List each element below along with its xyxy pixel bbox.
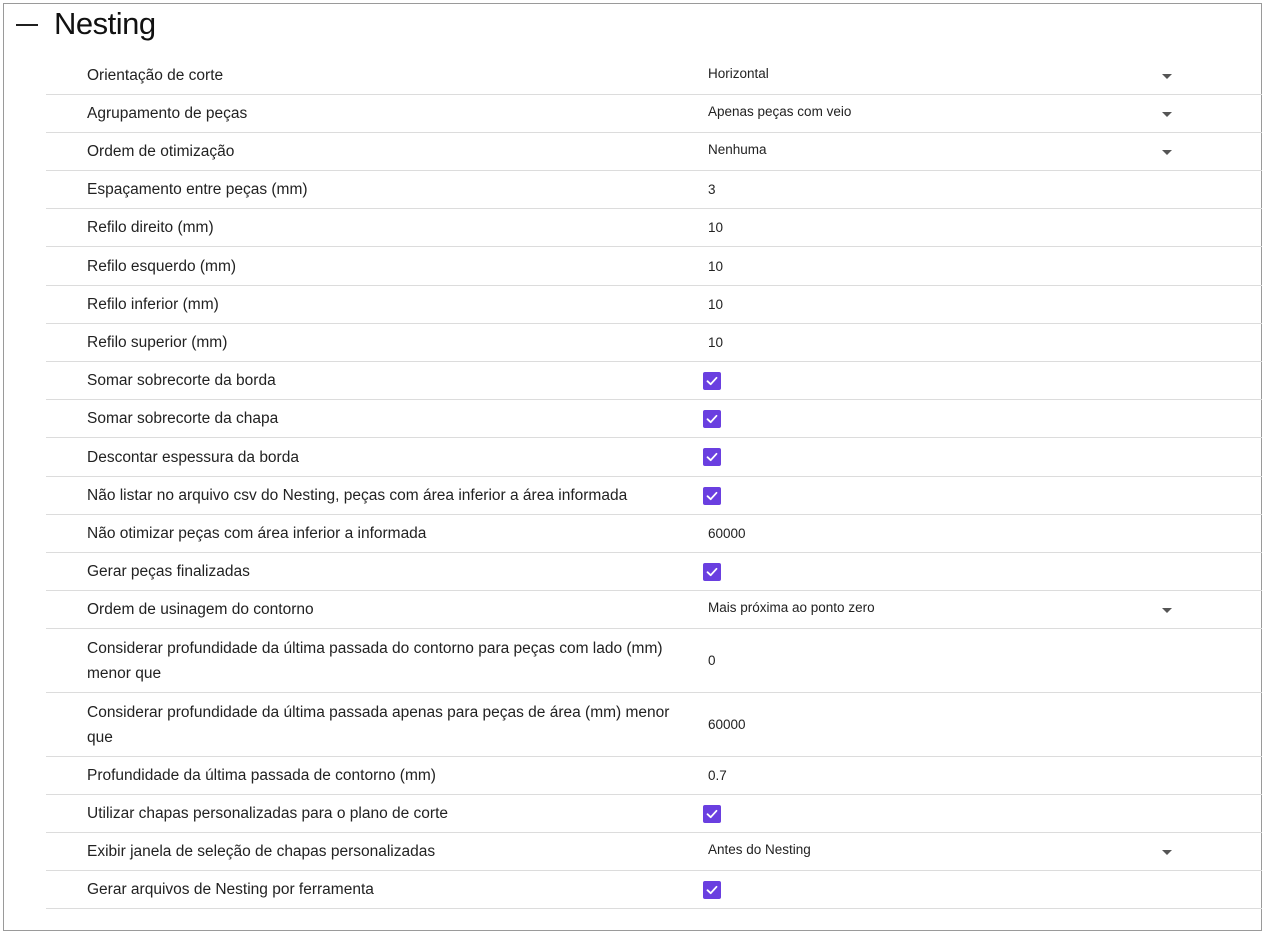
collapse-icon[interactable] [16,24,38,26]
dropdown-arrow-icon[interactable] [1162,150,1172,155]
setting-row [46,362,1262,400]
setting-label: Refilo inferior (mm) [87,296,219,313]
setting-row [46,57,1262,95]
setting-label: Exibir janela de seleção de chapas personalizadas [87,843,436,860]
setting-row [46,757,1262,795]
setting-select[interactable]: Apenas peças com veio [708,104,852,119]
setting-label: Gerar arquivos de Nesting por ferramenta [87,881,374,898]
setting-label: Refilo direito (mm) [87,219,214,236]
setting-label: Gerar peças finalizadas [87,563,250,580]
setting-select[interactable]: Nenhuma [708,142,767,157]
setting-row [46,247,1262,286]
setting-select[interactable]: Horizontal [708,66,769,81]
setting-checkbox[interactable] [703,805,721,823]
setting-row [46,171,1262,209]
dropdown-arrow-icon[interactable] [1162,850,1172,855]
setting-row [46,209,1262,247]
setting-row [46,515,1262,553]
setting-input[interactable]: 60000 [708,526,746,541]
setting-label: Orientação de corte [87,67,224,84]
setting-checkbox[interactable] [703,372,721,390]
setting-input[interactable]: 3 [708,182,716,197]
setting-row [46,871,1262,909]
setting-label: Descontar espessura da borda [87,448,299,466]
settings-list [46,57,1262,909]
setting-input[interactable]: 0 [708,653,716,668]
dropdown-arrow-icon[interactable] [1162,112,1172,117]
setting-row [46,400,1262,438]
setting-input[interactable]: 0.7 [708,768,727,783]
setting-label: Refilo superior (mm) [87,334,228,351]
checkmark-icon [705,374,719,388]
setting-input[interactable]: 60000 [708,717,746,732]
setting-label: Utilizar chapas personalizadas para o plano de corte [87,805,449,822]
setting-row [46,286,1262,324]
setting-row [46,477,1262,515]
setting-label: Profundidade da última passada de contorno (mm) [87,767,436,784]
setting-checkbox[interactable] [703,448,721,466]
setting-row [46,553,1262,591]
checkmark-icon [705,807,719,821]
setting-row [46,795,1262,833]
setting-select[interactable]: Mais próxima ao ponto zero [708,600,875,615]
dropdown-arrow-icon[interactable] [1162,608,1172,613]
setting-input[interactable]: 10 [708,220,724,235]
setting-row [46,438,1262,477]
setting-label: Refilo esquerdo (mm) [87,257,237,275]
setting-row [46,629,1262,693]
checkmark-icon [705,883,719,897]
section-header[interactable] [16,6,156,42]
setting-input[interactable]: 10 [708,297,724,312]
setting-label: Espaçamento entre peças (mm) [87,181,308,198]
setting-checkbox[interactable] [703,881,721,899]
setting-label: Ordem de usinagem do contorno [87,601,314,618]
checkmark-icon [705,489,719,503]
setting-label: Não listar no arquivo csv do Nesting, peças com área inferior a área informada [87,487,628,504]
setting-label: Somar sobrecorte da borda [87,372,276,389]
dropdown-arrow-icon[interactable] [1162,74,1172,79]
setting-input[interactable]: 10 [708,258,724,274]
setting-input[interactable]: 10 [708,335,724,350]
setting-label: Somar sobrecorte da chapa [87,410,279,427]
setting-checkbox[interactable] [703,487,721,505]
setting-row [46,95,1262,133]
setting-label: Agrupamento de peças [87,105,248,122]
checkmark-icon [705,565,719,579]
setting-row [46,833,1262,871]
setting-row [46,133,1262,171]
setting-label: Considerar profundidade da última passada apenas para peças de área (mm) menor que [87,703,670,746]
setting-label: Não otimizar peças com área inferior a informada [87,525,427,542]
setting-select[interactable]: Antes do Nesting [708,842,811,857]
setting-label: Considerar profundidade da última passada do contorno para peças com lado (mm) menor que [87,639,663,682]
setting-row [46,693,1262,757]
setting-row [46,324,1262,362]
checkmark-icon [705,412,719,426]
setting-checkbox[interactable] [703,563,721,581]
section-title: Nesting [54,6,156,41]
setting-row [46,591,1262,629]
setting-label: Ordem de otimização [87,143,235,160]
setting-checkbox[interactable] [703,410,721,428]
checkmark-icon [705,450,719,464]
